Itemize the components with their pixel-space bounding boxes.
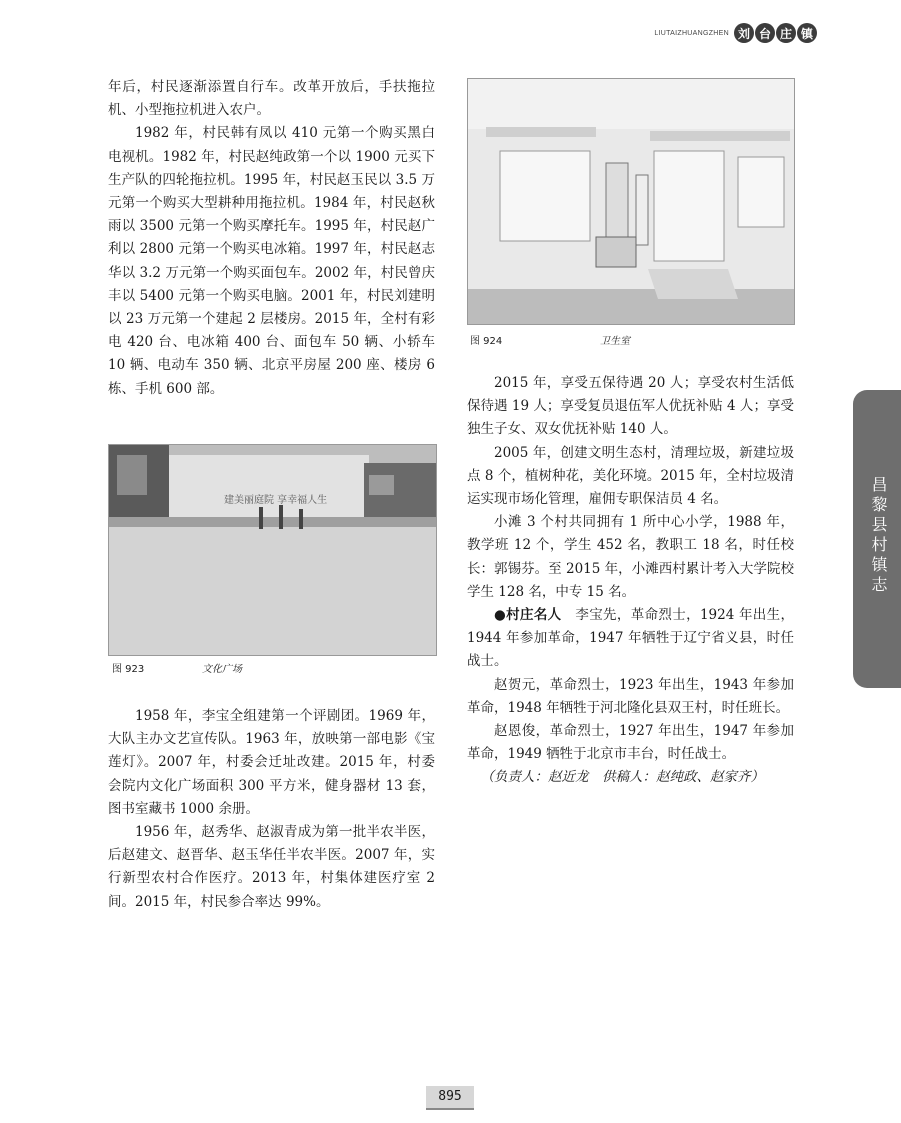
- paragraph: [467, 604, 794, 674]
- page-number: 895: [426, 1086, 474, 1110]
- credit-line: （负责人：赵近龙 供稿人：赵纯政、赵家齐）: [480, 769, 764, 786]
- header-char: 庄: [776, 23, 796, 43]
- paragraph: 1956 年，赵秀华、赵淑青成为第一批半农半医，后赵建文、赵晋华、赵玉华任半农半医。2007 年，实行新型农村合作医疗。2013 年，村集体建医疗室 2 间。2015 年，村民参合率达 99%。: [108, 824, 435, 910]
- photo-culture-square: [108, 444, 437, 656]
- photo-caption: [470, 332, 630, 347]
- left-column: [108, 76, 435, 401]
- paragraph: 1958 年，李宝全组建第一个评剧团。1969 年，大队主办文艺宣传队。1963 年，放映第一部电影《宝莲灯》。2007 年，村委会迁址改建。2015 年，村委会院内文化广场面积 300 平方米，健身器材 13 套，图书室藏书 1000 余册。: [108, 708, 435, 817]
- header-char: 台: [755, 23, 775, 43]
- header-char: 镇: [797, 23, 817, 43]
- side-tab: [853, 390, 901, 688]
- clinic-image: [468, 79, 794, 324]
- running-header: [654, 20, 817, 46]
- header-char: 刘: [734, 23, 754, 43]
- right-column: [467, 372, 794, 790]
- header-town-name: [733, 23, 817, 43]
- paragraph: 赵贺元，革命烈士，1923 年出生，1943 年参加革命，1948 年牺牲于河北隆化县双王村，时任班长。: [467, 676, 794, 716]
- paragraph: 小滩 3 个村共同拥有 1 所中心小学，1988 年，教学班 12 个，学生 452 名，教职工 18 名，时任校长：郭锡芬。至 2015 年，小滩西村累计考入大学院校学生 128 名，中专 15 名。: [467, 514, 794, 600]
- paragraph-text: 李宝先，革命烈士，1924 年出生，1944 年参加革命，1947 年牺牲于辽宁省义县，时任战士。: [467, 607, 794, 670]
- header-latin: LIUTAIZHUANGZHEN: [654, 29, 729, 37]
- wall-slogan: 建美丽庭院 享幸福人生: [224, 495, 328, 506]
- figure-number: 图 924: [470, 336, 503, 347]
- photo-clinic: [467, 78, 795, 325]
- figure-title: 文化广场: [202, 664, 242, 675]
- culture-square-image: [109, 445, 436, 655]
- side-tab-label: 昌黎县村镇志: [869, 476, 888, 596]
- paragraph: 赵恩俊，革命烈士，1927 年出生，1947 年参加革命，1949 牺牲于北京市丰台，时任战士。: [467, 723, 794, 763]
- paragraph: 2015 年，享受五保待遇 20 人；享受农村生活低保待遇 19 人；享受复员退伍军人优抚补贴 4 人；享受独生子女、双女优抚补贴 140 人。: [467, 375, 794, 438]
- figure-title: 卫生室: [600, 336, 630, 347]
- figure-number: 图 923: [112, 664, 145, 675]
- photo-caption: [112, 660, 242, 675]
- paragraph: 1982 年，村民韩有凤以 410 元第一个购买黑白电视机。1982 年，村民赵纯政第一个以 1900 元买下生产队的四轮拖拉机。1995 年，村民赵玉民以 3.5 万元第一个购买大型耕种用拖拉机。1984 年，村民赵秋雨以 3500 元第一个购买摩托车。1995 年，村民赵广利以 2800 元第一个购买电冰箱。1997 年，村民赵志华以 3.2 万元第一个购买面包车。2002 年，村民曾庆丰以 5400 元第一个购买电脑。2001 年，村民刘建明以 23 万元第一个建起 2 层楼房。2015 年，全村有彩电 420 台、电冰箱 400 台、面包车 50 辆、小轿车 10 辆、电动车 350 辆、北京平房屋 200 座、楼房 6 栋、手机 600 部。: [108, 125, 435, 397]
- section-heading: ●村庄名人: [494, 607, 562, 624]
- paragraph: 年后，村民逐渐添置自行车。改革开放后，手扶拖拉机、小型拖拉机进入农户。: [108, 79, 435, 119]
- left-column-lower: [108, 705, 435, 914]
- paragraph: 2005 年，创建文明生态村，清理垃圾，新建垃圾点 8 个，植树种花，美化环境。2015 年，全村垃圾清运实现市场化管理，雇佣专职保洁员 4 名。: [467, 444, 794, 508]
